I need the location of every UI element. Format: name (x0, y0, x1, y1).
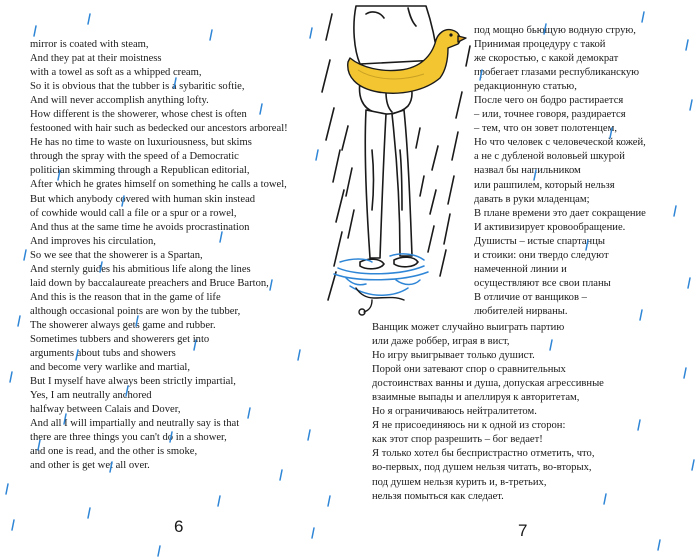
poem-line: He has no time to waste on luxuriousness, but skims (30, 137, 252, 149)
poem-line: So we see that the showerer is a Spartan, (30, 249, 203, 261)
poem-line: and one is read, and the other is smoke, (30, 446, 198, 458)
poem-line: And sternly guides his abmitious life along the lines (30, 263, 251, 275)
poem-line: редакционную статью, (474, 81, 577, 93)
poem-line: или даже роббер, играя в вист, (372, 336, 510, 348)
poem-line: а не с дубленой воловьей шкурой (474, 151, 625, 163)
poem-line: halfway between Calais and Dover, (30, 404, 181, 416)
poem-line: или рашпилем, который нельзя (474, 179, 615, 191)
poem-line: во-первых, под душем нельзя читать, во-вторых, (372, 462, 592, 474)
poem-line: Порой они затевают спор о сравнительных (372, 364, 566, 376)
poem-line: And improves his circulation, (30, 235, 156, 247)
poem-line: Я не присоединяюсь ни к одной из сторон: (372, 420, 566, 432)
poem-line: – тем, что он зовет полотенцем, (474, 123, 617, 135)
poem-line: And they pat at their moistness (30, 53, 162, 65)
poem-line: взаимные выпады и апеллируя к авторитетам, (372, 392, 580, 404)
poem-line: Принимая процедуру с такой (474, 39, 606, 51)
poem-line: – или, точнее говоря, раздирается (474, 109, 626, 121)
poem-line: And will never accomplish anything lofty. (30, 95, 209, 107)
poem-line: and other is get wet all over. (30, 460, 150, 472)
poem-line: Ванщик может случайно выиграть партию (372, 322, 565, 333)
poem-line: mirror is coated with steam, (30, 39, 149, 50)
poem-line: Sometimes tubbers and showerers get into (30, 333, 210, 345)
poem-line: of cowhide would call a file or a spur or a rowel, (30, 207, 237, 219)
poem-line: пробегает глазами республиканскую (474, 67, 640, 79)
poem-line: festooned with hair such as bedecked our ancestors arboreal! (30, 123, 288, 135)
poem-line: So it is obvious that the tubber is a sybaritic softie, (30, 81, 245, 93)
poem-line: В отличие от ванщиков – (474, 291, 587, 303)
poem-line: После чего он бодро растирается (474, 95, 624, 107)
poem-line: there are three things you can't do in a shower, (30, 432, 227, 444)
poem-line: with a towel as soft as a whipped cream, (30, 67, 202, 79)
poem-line: под мощно бьющую водную струю, (474, 25, 636, 36)
poem-line: назвал бы напильником (474, 165, 581, 177)
poem-line: And this is the reason that in the game of life (30, 291, 221, 303)
left-poem (30, 38, 288, 473)
poem-line: под душем нельзя курить и, в-третьих, (372, 476, 547, 488)
poem-line: How different is the showerer, whose chest is often (30, 109, 247, 121)
poem-line: And all I will impartially and neutrally say is that (30, 418, 240, 430)
poem-line: politician skimming through a Republican editorial, (30, 165, 250, 177)
poem-line: И активизирует кровообращение. (474, 221, 626, 233)
poem-line: В плане времени это дает сокращение (474, 207, 646, 219)
poem-line: But which anybody covered with human skin instead (30, 193, 256, 205)
poem-line: And thus at the same time he avoids procrastination (30, 221, 250, 233)
page-number-left: 6 (174, 517, 184, 536)
poem-line: любителей нирваны. (474, 305, 568, 317)
poem-line: But I myself have always been strictly impartial, (30, 376, 236, 388)
poem-line: Yes, I am neutrally anchored (30, 390, 152, 402)
poem-line: The showerer always gets game and rubber. (30, 319, 216, 331)
poem-line: After which he grates himself on something he calls a towel, (30, 179, 287, 191)
right-poem-top (474, 24, 646, 319)
poem-line: нельзя помыться как следает. (372, 490, 504, 502)
poem-line: Душисты – истые спартанцы (474, 235, 606, 247)
poem-line: arguments about tubs and showers (30, 348, 176, 360)
poem-line: Я только хотел бы беспристрастно отметить, что, (372, 448, 595, 460)
poem-line: laid down by baccalaureate preachers and Bruce Barton, (30, 277, 269, 289)
poem-line: Но я ограничиваюсь нейтралитетом. (372, 406, 537, 418)
poem-line: Но игру выигрывает только душист. (372, 350, 535, 362)
poem-line: through the spray with the speed of a Democratic (30, 151, 239, 163)
poem-line: достоинствах ванны и душа, допуская агрессивные (372, 378, 604, 390)
right-poem-bottom (372, 321, 604, 504)
poem-line: намеченной линии и (474, 263, 567, 275)
poem-line: же скоростью, с какой демократ (474, 53, 619, 65)
poem-line: and become very warlike and martial, (30, 362, 191, 374)
poem-line: осуществляют все свои планы (474, 277, 611, 289)
poem-line: although occasional points are won by the tubber, (30, 305, 241, 317)
right-page (350, 0, 700, 560)
poem-line: и стоики: они твердо следуют (474, 249, 609, 261)
poem-line: давать в руки младенцам; (474, 193, 590, 205)
poem-line: Но что человек с человеческой кожей, (474, 137, 646, 149)
poem-line: как этот спор разрешить – бог ведает! (372, 434, 543, 446)
page-number-right: 7 (518, 521, 528, 540)
